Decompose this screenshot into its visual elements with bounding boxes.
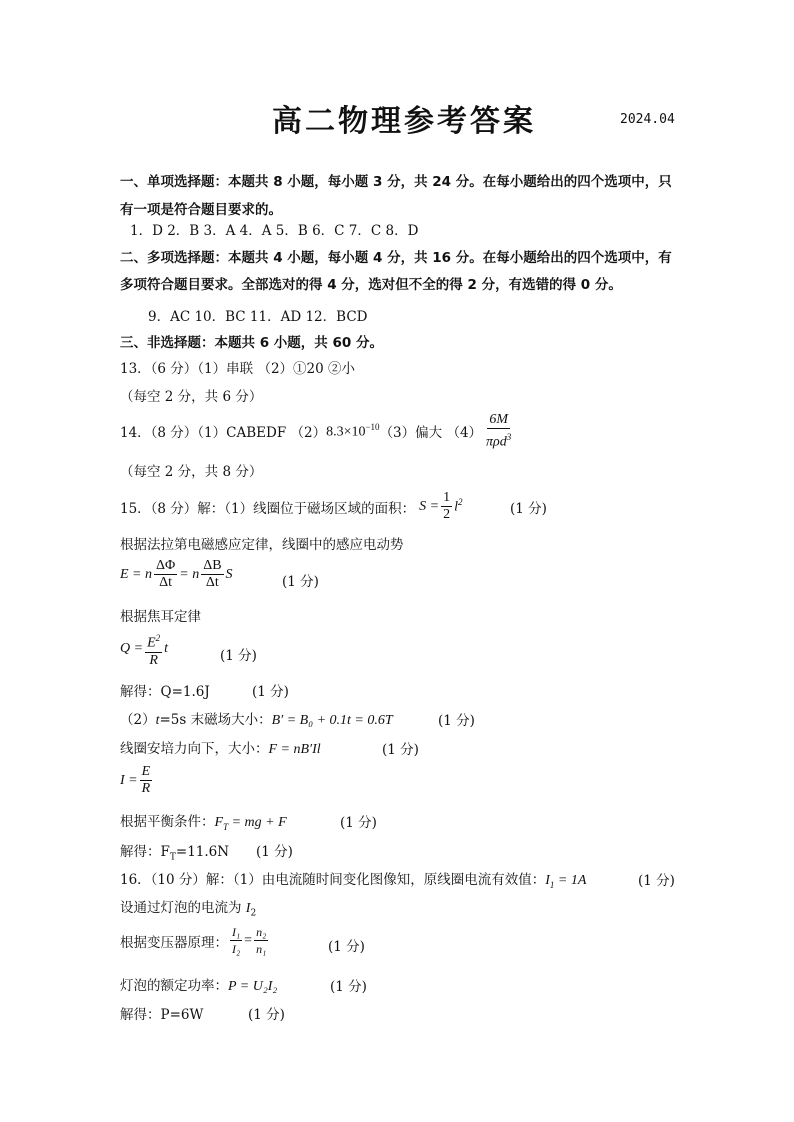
q16-transformer-line: 根据变压器原理： $\frac{\text{I₁}}{\text{I₂}}$ = $\frac{\text{n₂}}{\text{n₁}}$ [120, 925, 267, 956]
q16-score-2: (1 分) [328, 939, 365, 955]
q13-note: （每空 2 分，共 6 分） [120, 389, 263, 405]
q15-line1: 15．（8 分）解：（1）线圈位于磁场区域的面积： S = $\frac{1}{2}$ $l^2$ [120, 490, 463, 522]
q15-text3: 根据焦耳定律 [120, 609, 201, 625]
q14-answer2: $8.3\times 10^{-10}$ [326, 422, 380, 440]
q16-score-4: (1 分) [248, 1007, 285, 1023]
sec3-header: 三、非选择题：本题共 6 小题，共 60 分。 [120, 335, 383, 351]
q15-score-6: (1 分) [382, 742, 419, 758]
q15-text2: 根据法拉第电磁感应定律，线圈中的感应电动势 [120, 537, 404, 553]
q16-solution: 解得：P=6W [120, 1007, 204, 1023]
q15-score-7: (1 分) [340, 815, 377, 831]
q14-density-fraction: $\frac{6M}{\pi\rho d^3}$ [486, 412, 512, 450]
q15-score-8: (1 分) [256, 844, 293, 860]
q15-score-1: (1 分) [510, 501, 547, 517]
q16-line2: 设通过灯泡的电流为 $I_2$ [120, 900, 257, 919]
q15-score-4: (1 分) [252, 684, 289, 700]
q15-emf-formula: E = n $\frac{\Delta\Phi}{\Delta t}$ = n $\frac{\Delta B}{\Delta t}$ S [120, 558, 233, 590]
q15-heat-formula: Q = $\frac{E^2}{R}$ t [120, 630, 168, 669]
page-title: 高二物理参考答案 [272, 104, 536, 139]
q14-note: （每空 2 分，共 8 分） [120, 464, 263, 480]
q16-line1: 16．（10 分）解：（1）由电流随时间变化图像知，原线圈电流有效值：$I_1 = 1A$ [120, 872, 587, 890]
q14-line [120, 412, 515, 451]
q15-balance-line: 根据平衡条件：$F_T$ = mg + F [120, 814, 287, 832]
sec2-answers: 9．AC 10．BC 11．AD 12．BCD [148, 309, 368, 325]
q16-power-line: 灯泡的额定功率：P = U₂I₂ [120, 978, 278, 994]
sec1-line2: 有一项是符合题目要求的。 [120, 202, 282, 218]
date: 2024.04 [620, 112, 675, 127]
q16-score-1: (1 分) [638, 873, 675, 889]
q15-current-formula: I = $\frac{E}{R}$ [120, 764, 151, 796]
q14-p3: （3）偏大 （4） [379, 425, 483, 442]
q15-half-fraction: $\frac{1}{2}$ [443, 490, 451, 522]
q14-prefix: 14．（8 分）（1）CABEDF （2） [120, 425, 327, 442]
sec2-line2: 多项符合题目要求。全部选对的得 4 分，选对但不全的得 2 分，有选错的得 0 分。 [120, 277, 622, 293]
sec2-line1: 二、多项选择题：本题共 4 小题，每小题 4 分，共 16 分。在每小题给出的四个选项中，有 [120, 250, 672, 266]
q15-force-line: 线圈安培力向下，大小：F = nB′Il [120, 741, 321, 757]
q15-solution-2: 解得：$F_T=11.6N$ [120, 844, 230, 863]
sec1-line1: 一、单项选择题：本题共 8 小题，每小题 3 分，共 24 分。在每小题给出的四个选项中，只 [120, 174, 672, 190]
q15-score-2: (1 分) [282, 574, 319, 590]
q15-score-3: (1 分) [220, 648, 257, 664]
q15-score-5: (1 分) [438, 713, 475, 729]
q16-score-3: (1 分) [330, 979, 367, 995]
sec1-answers: 1．D 2．B 3．A 4．A 5．B 6．C 7．C 8．D [130, 223, 419, 239]
q13-line: 13．（6 分）（1）串联 （2）①20 ②小 [120, 361, 355, 377]
q15-part2: （2）t=5s 末磁场大小：B′ = B₀ + 0.1t = 0.6T [120, 712, 393, 728]
q15-solution-1: 解得：Q=1.6J [120, 684, 210, 700]
